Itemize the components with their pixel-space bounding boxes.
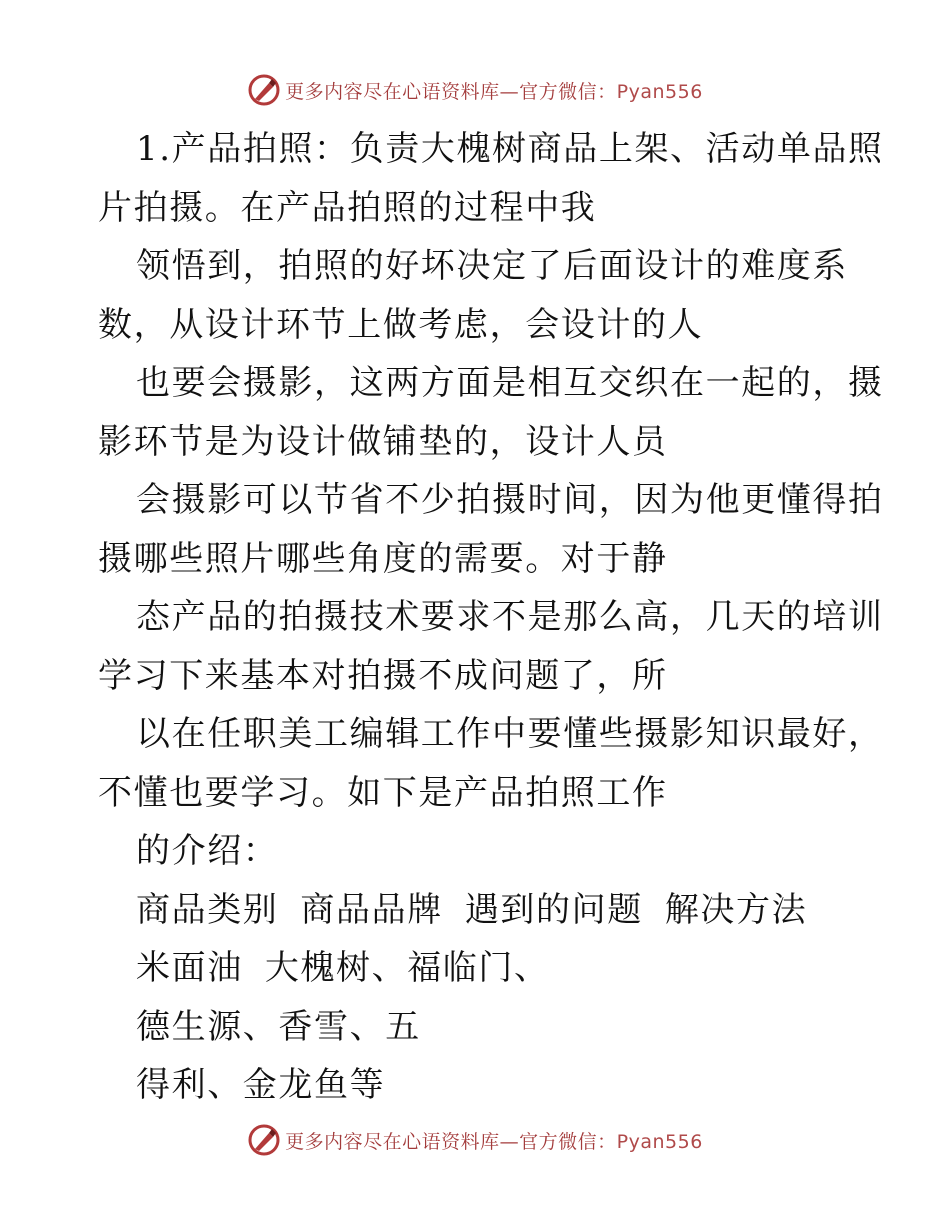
paragraph-line: 影环节是为设计做铺垫的，设计人员 xyxy=(98,421,668,462)
paragraph-line: 片拍摄。在产品拍照的过程中我 xyxy=(98,187,597,228)
table-header-brand: 商品品牌 xyxy=(300,889,443,930)
watermark-footer xyxy=(0,1120,950,1160)
paragraph-line: 也要会摄影，这两方面是相互交织在一起的，摄 xyxy=(136,363,884,403)
table-cell-brands-cont: 得利、金龙鱼等 xyxy=(136,1065,386,1105)
paragraph-line: 不懂也要学习。如下是产品拍照工作 xyxy=(98,772,668,813)
paragraph-line: 1.产品拍照：负责大槐树商品上架、活动单品照 xyxy=(136,129,884,169)
watermark-text: 更多内容尽在心语资料库—官方微信：Pyan556 xyxy=(285,80,703,103)
paragraph-line: 学习下来基本对拍摄不成问题了，所 xyxy=(98,655,668,696)
paragraph-line: 数，从设计环节上做考虑，会设计的人 xyxy=(98,304,704,345)
watermark-header xyxy=(0,70,950,110)
paragraph-line: 摄哪些照片哪些角度的需要。对于静 xyxy=(98,538,668,579)
table-row xyxy=(98,939,868,998)
table-header-category: 商品类别 xyxy=(136,889,279,930)
table-header-solution: 解决方法 xyxy=(664,889,808,930)
table-header-problem: 遇到的问题 xyxy=(464,889,643,930)
table-cell-category: 米面油 xyxy=(136,948,243,988)
table-header-row xyxy=(98,881,868,940)
paragraph-line: 领悟到，拍照的好坏决定了后面设计的难度系 xyxy=(136,246,848,286)
paragraph-line: 的介绍： xyxy=(136,831,279,871)
paragraph-line: 以在任职美工编辑工作中要懂些摄影知识最好， xyxy=(136,714,884,754)
paragraph-line: 态产品的拍摄技术要求不是那么高，几天的培训 xyxy=(136,597,884,637)
pen-logo-icon xyxy=(247,73,281,107)
table-cell-brands: 大槐树、福临门、 xyxy=(264,948,550,988)
document-body xyxy=(98,120,884,1115)
pen-logo-icon xyxy=(247,1123,281,1157)
table-cell-brands-cont: 德生源、香雪、五 xyxy=(136,1006,421,1047)
watermark-text: 更多内容尽在心语资料库—官方微信：Pyan556 xyxy=(285,1130,703,1153)
paragraph-line: 会摄影可以节省不少拍摄时间，因为他更懂得拍 xyxy=(136,480,884,520)
